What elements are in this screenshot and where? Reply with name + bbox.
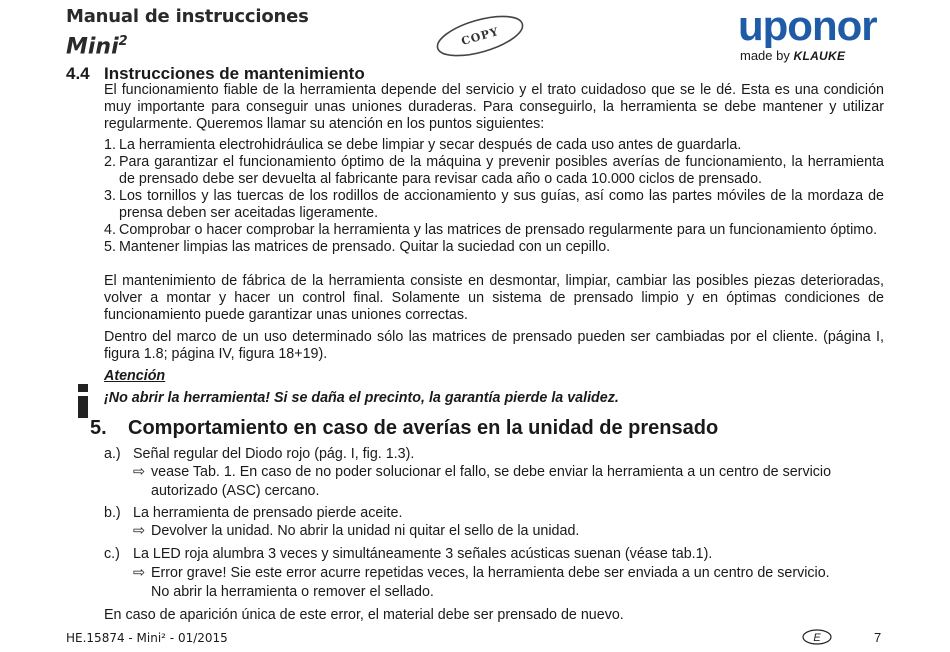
fault-item-letter: b.) [104,505,121,521]
copy-stamp [432,14,528,58]
fault-item-action: ⇨ Error grave! Sie este error acurre repetidas veces, la herramienta debe ser enviada a un centro de servicio. No abrir la herramienta o remover el sellado. [133,565,830,600]
arrow-right-icon: ⇨ [133,464,145,480]
document-reference: HE.15874 - Mini² - 01/2015 [66,631,228,645]
maintenance-list-item: 1. La herramienta electrohidráulica se debe limpiar y secar después de cada uso antes de guardarla. [104,137,742,153]
fault-item-action: ⇨ Devolver la unidad. No abrir la unidad ni quitar el sello de la unidad. [133,523,580,539]
intro-paragraph: El funcionamiento fiable de la herramienta depende del servicio y el trato cuidadoso que se le dé. Esta es una condición muy importante para conseguir unas uniones duraderas. Para conseguirlo, la herramienta se debe mantener y utilizar regularmente. Queremos llamar su atención en los puntos siguientes: [104,82,884,132]
svg-text:E: E [813,632,821,644]
fault-item-text: Señal regular del Diodo rojo (pág. I, fig. 1.3). [133,446,415,462]
model-name: Mini$^2$ [66,34,128,60]
svg-text:uponor: uponor [738,4,877,48]
maintenance-list-item: 4. Comprobar o hacer comprobar la herramienta y las matrices de prensado regularmente para un funcionamiento óptimo. [104,222,878,238]
attention-title: Atención [104,368,166,384]
svg-text:COPY: COPY [459,24,501,49]
arrow-right-icon: ⇨ [133,565,145,581]
fault-item-letter: a.) [104,446,121,462]
maintenance-list-item: 2. Para garantizar el funcionamiento óptimo de la máquina y prevenir posibles averías de funcionamiento, la herramienta de prensado debe ser devuelta al fabricante para revisar cada año o cada 10.000 ciclos de prensado. [104,154,884,187]
klauke-logo: KLAUKE [793,49,846,63]
manual-title: Manual de instrucciones [66,6,309,27]
arrow-right-icon: ⇨ [133,523,145,539]
made-by-label: made by KLAUKE [740,48,846,63]
section-5-title: Comportamiento en caso de averías en la unidad de prensado [128,417,719,439]
maintenance-list-item: 3. Los tornillos y las tuercas de los rodillos de accionamiento y sus guías, así como las partes móviles de la mordaza de prensa deben ser aceitadas ligeramente. [104,188,884,221]
factory-maintenance-paragraph: El mantenimiento de fábrica de la herramienta consiste en desmontar, limpiar, cambiar las posibles piezas deterioradas, volver a montar y hacer un control final. Solamente un sistema de prensado limpio y en óptimas condiciones de funcionamiento puede garantizar unas uniones correctas. [104,273,884,323]
section-title: Instrucciones de mantenimiento [104,64,365,83]
section-5-number: 5. [90,417,107,439]
closing-note: En caso de aparición única de este error, el material debe ser prensado de nuevo. [104,607,624,623]
page-number: 7 [874,630,882,645]
language-badge [802,629,832,645]
customer-exchange-paragraph: Dentro del marco de un uso determinado sólo las matrices de prensado pueden ser cambiadas por el cliente. (página I, figura 1.8; página IV, figura 18+19). [104,329,884,362]
fault-item-text: La LED roja alumbra 3 veces y simultáneamente 3 señales acústicas suenan (véase tab.1). [133,546,713,562]
section-number: 4.4 [66,64,90,83]
maintenance-list-item: 5. Mantener limpias las matrices de prensado. Quitar la suciedad con un cepillo. [104,239,611,255]
fault-item-letter: c.) [104,546,120,562]
attention-text: ¡No abrir la herramienta! Si se daña el precinto, la garantía pierde la validez. [104,390,619,406]
info-icon [76,384,90,418]
maintenance-list [104,137,884,256]
fault-item-action: ⇨ vease Tab. 1. En caso de no poder solucionar el fallo, se debe enviar la herramienta a un centro de servicio autorizado (ASC) cercano. [133,464,832,499]
uponor-logo [738,4,888,48]
fault-item-text: La herramienta de prensado pierde aceite. [133,505,403,521]
